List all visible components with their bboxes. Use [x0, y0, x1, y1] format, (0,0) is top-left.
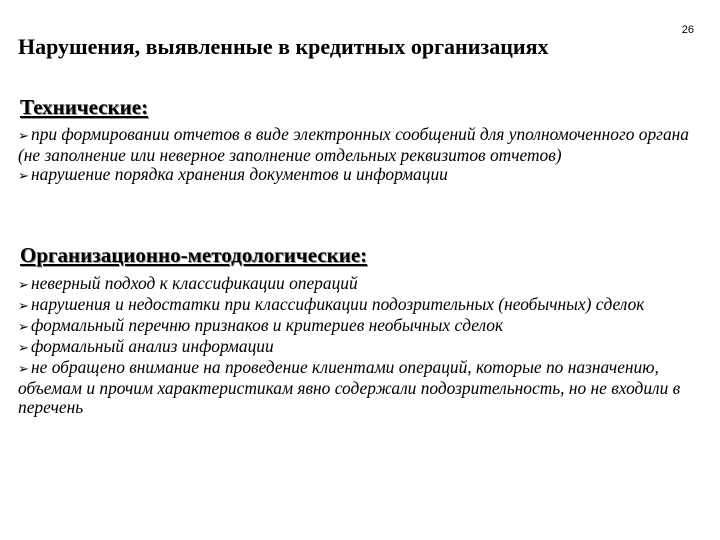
list-item: ➢ формальный анализ информации	[18, 336, 274, 356]
arrow-bullet-icon: ➢	[18, 320, 29, 335]
list-item: ➢ не обращено внимание на проведение клиентами операций, которые по назначению, объемам и прочим характеристикам явно содержали подозрительность, но не входили в перечень	[18, 357, 681, 417]
list-item: ➢ нарушение порядка хранения документов и информации	[18, 164, 448, 184]
section-heading-organizational: Организационно-методологические:	[20, 243, 368, 267]
list-item: ➢ неверный подход к классификации операций	[18, 273, 358, 293]
arrow-bullet-icon: ➢	[18, 129, 29, 144]
list-item: ➢ формальный перечню признаков и критериев необычных сделок	[18, 315, 504, 335]
list-item: ➢ нарушения и недостатки при классификации подозрительных (необычных) сделок	[18, 294, 645, 314]
arrow-bullet-icon: ➢	[18, 169, 29, 184]
slide-title: Нарушения, выявленные в кредитных организациях	[18, 34, 549, 59]
section-heading-technical: Технические:	[20, 95, 149, 119]
arrow-bullet-icon: ➢	[18, 278, 29, 293]
organizational-list	[18, 274, 698, 417]
page-number: 26	[681, 24, 694, 36]
arrow-bullet-icon: ➢	[18, 362, 29, 377]
list-item: ➢ при формировании отчетов в виде электронных сообщений для уполномоченного органа (не заполнение или неверное заполнение отдельных реквизитов отчетов)	[18, 124, 689, 165]
arrow-bullet-icon: ➢	[18, 341, 29, 356]
arrow-bullet-icon: ➢	[18, 299, 29, 314]
technical-list	[18, 125, 698, 186]
